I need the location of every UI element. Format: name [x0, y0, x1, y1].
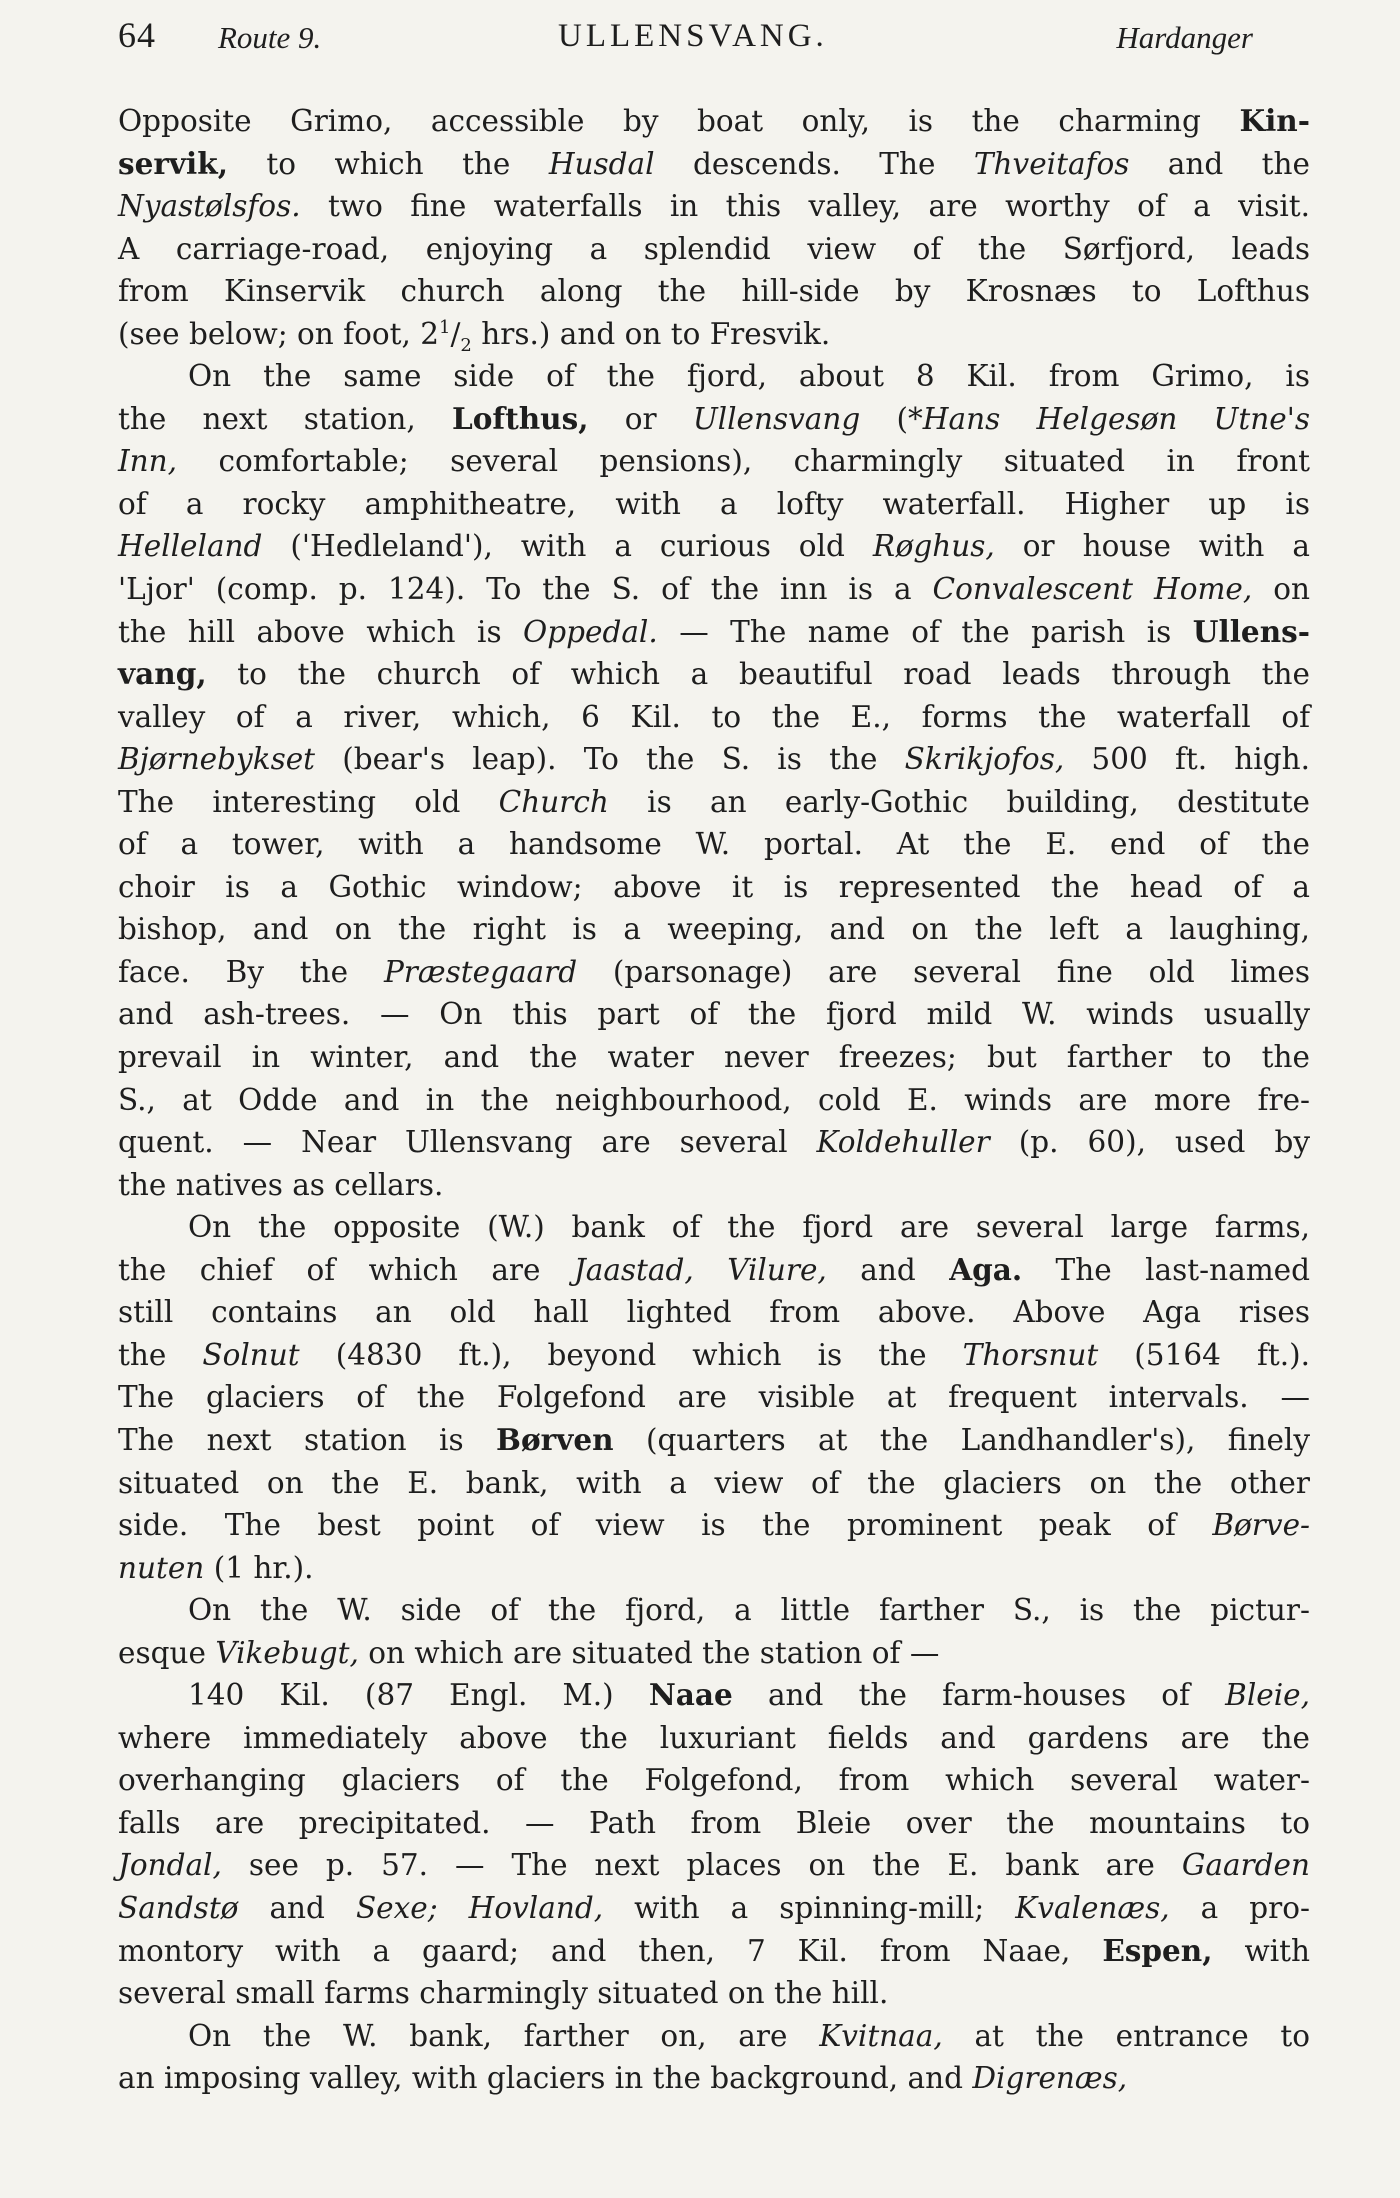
text-segment: Thorsnut [962, 1337, 1099, 1372]
text-segment: from Kinservik church along the hill-side by Krosnæs to Lofthus [118, 274, 1310, 309]
text-segment: an imposing valley, with glaciers in the background, and [118, 2061, 973, 2096]
text-line [118, 1462, 1310, 1505]
text-segment: On the W. bank, farther on, are [188, 2018, 820, 2053]
text-segment: *Hans Helgesøn Utne's [908, 401, 1310, 436]
text-segment: ( [860, 401, 909, 436]
text-line [118, 2015, 1310, 2058]
text-segment: Vikebugt, [215, 1635, 359, 1670]
text-line [118, 1547, 1310, 1590]
text-segment: Thveitafos [973, 146, 1130, 181]
text-segment: and the farm-houses of [732, 1678, 1226, 1713]
text-segment: situated on the E. bank, with a view of the glaciers on the other [118, 1465, 1310, 1500]
text-segment: several small farms charmingly situated on the hill. [118, 1976, 889, 2011]
text-segment: A carriage-road, enjoying a splendid view of the Sørfjord, leads [118, 231, 1310, 266]
text-segment: or [588, 401, 693, 436]
text-segment: side. The best point of view is the prominent peak of [118, 1508, 1213, 1543]
text-segment: descends. The [654, 146, 974, 181]
page-number: 64 [118, 15, 156, 55]
text-segment: falls are precipitated. — Path from Bleie over the mountains to [118, 1805, 1310, 1840]
text-segment: Sandstø [118, 1890, 239, 1925]
text-segment: Solnut [202, 1337, 300, 1372]
text-line [118, 611, 1310, 654]
text-segment: the natives as cellars. [118, 1167, 444, 1202]
text-line [118, 951, 1310, 994]
text-segment: 1 [439, 316, 451, 338]
text-segment: Aga. [949, 1251, 1023, 1287]
text-segment: Nyastølsfos. [118, 189, 301, 224]
text-segment: overhanging glaciers of the Folgefond, from which several water- [118, 1763, 1310, 1798]
text-segment: face. By the [118, 954, 384, 989]
text-line [118, 1079, 1310, 1122]
text-line [118, 1972, 1310, 2015]
text-line [118, 525, 1310, 568]
text-segment: Sexe; Hovland, [355, 1890, 604, 1925]
text-line [118, 185, 1310, 228]
text-line [118, 1206, 1310, 1249]
text-segment: 500 ft. high. [1064, 742, 1310, 777]
text-segment: a pro- [1169, 1890, 1310, 1925]
text-line [118, 270, 1310, 313]
text-segment: Oppedal. [523, 614, 658, 649]
text-segment: nuten [118, 1550, 205, 1585]
text-line [118, 1334, 1310, 1377]
text-line [118, 568, 1310, 611]
text-segment: and [238, 1890, 356, 1925]
text-segment: (1 hr.). [204, 1550, 314, 1585]
text-segment: hrs.) and on to Fresvik. [471, 316, 831, 351]
text-line [118, 1419, 1310, 1462]
text-segment: or house with a [994, 529, 1310, 564]
text-segment: (parsonage) are several fine old limes [577, 954, 1311, 989]
text-segment: On the same side of the fjord, about 8 Kil. from Grimo, is [188, 359, 1310, 394]
text-segment: Jondal, [118, 1848, 222, 1883]
text-line [118, 738, 1310, 781]
text-segment: with a spinning-mill; [603, 1890, 1016, 1925]
text-segment: Børve- [1212, 1508, 1310, 1543]
text-segment: bishop, and on the right is a weeping, and on the left a laughing, [118, 912, 1310, 947]
text-segment: on [1252, 572, 1310, 607]
text-segment: ('Hedleland'), with a curious old [262, 529, 873, 564]
region-label: Hardanger [1116, 20, 1253, 55]
text-segment: Espen, [1102, 1932, 1213, 1968]
text-segment: Husdal [548, 146, 655, 181]
text-segment: (p. 60), used by [989, 1125, 1310, 1160]
text-line [118, 908, 1310, 951]
text-segment: / [450, 316, 461, 351]
text-segment: Kvitnaa, [819, 2018, 943, 2053]
text-segment: of a rocky amphitheatre, with a lofty waterfall. Higher up is [118, 486, 1310, 521]
text-segment: see p. 57. — The next places on the E. bank are [221, 1848, 1182, 1883]
text-line [118, 2057, 1310, 2100]
text-segment: On the W. side of the fjord, a little farther S., is the pictur- [188, 1593, 1310, 1628]
text-segment: vang, [118, 656, 207, 692]
text-line [118, 1674, 1310, 1717]
text-line [118, 1589, 1310, 1632]
text-segment: Gaarden [1181, 1848, 1310, 1883]
text-segment: (quarters at the Landhandler's), finely [613, 1422, 1311, 1457]
text-segment: 2 [460, 334, 472, 356]
text-line [118, 398, 1310, 441]
text-segment: where immediately above the luxuriant fields and gardens are the [118, 1720, 1310, 1755]
text-segment: The next station is [118, 1422, 497, 1457]
text-line [118, 143, 1310, 186]
text-line [118, 823, 1310, 866]
text-segment: (see below; on foot, 2 [118, 316, 439, 351]
text-segment: still contains an old hall lighted from above. Above Aga rises [118, 1295, 1310, 1330]
text-segment: 'Ljor' (comp. p. 124). To the S. of the inn is a [118, 572, 933, 607]
page-title: ULLENSVANG. [558, 18, 828, 54]
text-line [118, 1930, 1310, 1973]
text-segment: The glaciers of the Folgefond are visible at frequent intervals. — [118, 1380, 1310, 1415]
body-text [118, 100, 1310, 2100]
text-segment: Ullensvang [692, 401, 861, 436]
text-segment: On the opposite (W.) bank of the fjord are several large farms, [188, 1210, 1310, 1245]
text-line [118, 1632, 1310, 1675]
text-line [118, 1249, 1310, 1292]
text-segment: the hill above which is [118, 614, 524, 649]
text-segment: Bleie, [1225, 1678, 1310, 1713]
text-segment: at the entrance to [942, 2018, 1311, 2053]
text-segment: valley of a river, which, 6 Kil. to the E., forms the waterfall of [118, 699, 1310, 734]
text-segment: esque [118, 1635, 216, 1670]
text-segment: two fine waterfalls in this valley, are worthy of a visit. [300, 189, 1310, 224]
text-line [118, 228, 1310, 271]
text-segment: comfortable; several pensions), charmingly situated in front [177, 444, 1310, 479]
text-segment: S., at Odde and in the neighbourhood, cold E. winds are more fre- [118, 1082, 1310, 1117]
text-segment: Ullens- [1192, 613, 1310, 649]
text-segment: Naae [648, 1677, 733, 1713]
text-segment: Kin- [1239, 103, 1310, 138]
text-segment: Opposite Grimo, accessible by boat only, is the charming [118, 104, 1240, 138]
text-segment: with [1212, 1933, 1310, 1968]
text-segment: Kvalenæs, [1015, 1890, 1170, 1925]
text-line [118, 1376, 1310, 1419]
text-line [118, 1887, 1310, 1930]
text-segment: 140 Kil. (87 Engl. M.) [188, 1678, 649, 1713]
text-segment: on which are situated the station of — [358, 1635, 940, 1670]
text-line [118, 696, 1310, 739]
text-segment: Koldehuller [816, 1125, 990, 1160]
text-segment: choir is a Gothic window; above it is represented the head of a [118, 869, 1310, 904]
text-segment: — The name of the parish is [657, 614, 1193, 649]
text-segment: servik, [118, 145, 228, 181]
text-line [118, 1121, 1310, 1164]
text-segment: is an early-Gothic building, destitute [608, 784, 1311, 819]
text-line [118, 781, 1310, 824]
text-segment: Præstegaard [383, 954, 578, 989]
text-segment: (bear's leap). To the S. is the [315, 742, 905, 777]
text-segment: Bjørnebykset [118, 742, 316, 777]
text-segment: to which the [227, 146, 549, 181]
text-segment: prevail in winter, and the water never freezes; but farther to the [118, 1040, 1310, 1075]
text-segment: and the [1129, 146, 1310, 181]
text-line [118, 993, 1310, 1036]
text-line [118, 355, 1310, 398]
text-segment: Børven [496, 1421, 614, 1457]
text-line [118, 1844, 1310, 1887]
text-segment: of a tower, with a handsome W. portal. At the E. end of the [118, 827, 1310, 862]
text-segment: Skrikjofos, [904, 742, 1065, 777]
text-line [118, 653, 1310, 696]
text-line [118, 483, 1310, 526]
text-segment: the [118, 1337, 203, 1372]
text-segment: The interesting old [118, 784, 499, 819]
text-segment: and [826, 1252, 950, 1287]
text-segment: quent. — Near Ullensvang are several [118, 1125, 817, 1160]
text-line [118, 1291, 1310, 1334]
text-line [118, 866, 1310, 909]
text-segment: (4830 ft.), beyond which is the [299, 1337, 963, 1372]
text-line [118, 1504, 1310, 1547]
text-segment: the chief of which are [118, 1252, 574, 1287]
text-line [118, 1164, 1310, 1207]
text-segment: The last-named [1022, 1252, 1311, 1287]
text-segment: Digrenæs, [972, 2061, 1128, 2096]
text-line [118, 1717, 1310, 1760]
text-segment: Jaastad, Vilure, [573, 1252, 827, 1287]
text-segment: Helleland [118, 529, 263, 564]
text-segment: and ash-trees. — On this part of the fjord mild W. winds usually [118, 997, 1310, 1032]
running-header [118, 14, 1253, 74]
text-line [118, 100, 1310, 143]
text-segment: Church [498, 784, 609, 819]
text-segment: Convalescent Home, [932, 572, 1253, 607]
text-segment: to the church of which a beautiful road leads through the [206, 657, 1310, 692]
text-line [118, 440, 1310, 483]
text-segment: (5164 ft.). [1098, 1337, 1310, 1372]
text-segment: Røghus, [872, 529, 995, 564]
text-segment: Inn, [118, 444, 178, 479]
text-segment: the next station, [118, 401, 452, 436]
text-line [118, 313, 1310, 356]
route-label: Route 9. [218, 20, 322, 55]
text-line [118, 1759, 1310, 1802]
text-line [118, 1036, 1310, 1079]
text-segment: Lofthus, [451, 400, 589, 436]
text-line [118, 1802, 1310, 1845]
text-segment: montory with a gaard; and then, 7 Kil. from Naae, [118, 1933, 1103, 1968]
